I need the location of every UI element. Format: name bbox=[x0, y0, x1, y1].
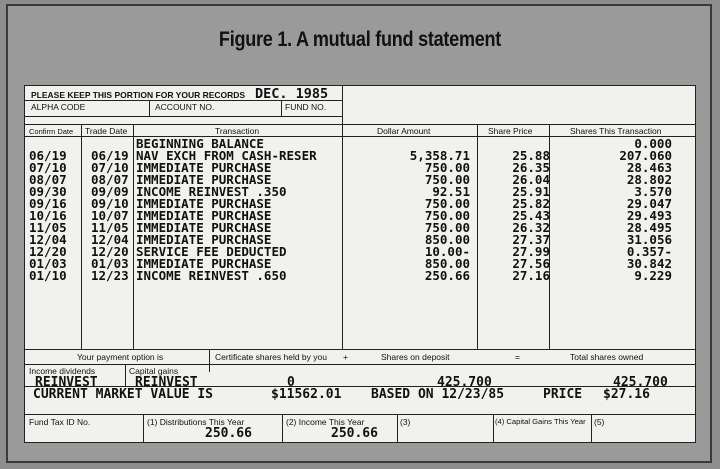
trade-date-cell: 07/10 bbox=[91, 160, 129, 175]
col-dollar-amount: Dollar Amount bbox=[377, 126, 431, 136]
trade-date-cell: 08/07 bbox=[91, 172, 129, 187]
transaction-cell: IMMEDIATE PURCHASE bbox=[136, 172, 272, 187]
trade-date-cell: 10/07 bbox=[91, 208, 129, 223]
distributions-value: 250.66 bbox=[205, 426, 252, 441]
confirm-date-cell: 01/10 bbox=[29, 268, 67, 283]
table-row bbox=[25, 270, 697, 282]
shares-cell: 9.229 bbox=[634, 268, 672, 283]
dollar-amount-cell: 850.00 bbox=[424, 256, 470, 271]
trade-date-cell: 01/03 bbox=[91, 256, 129, 271]
share-price-cell: 26.35 bbox=[512, 160, 550, 175]
share-price-cell: 26.32 bbox=[512, 220, 550, 235]
share-price-cell: 25.82 bbox=[512, 196, 550, 211]
shares-cell: 207.060 bbox=[619, 148, 672, 163]
transaction-cell: IMMEDIATE PURCHASE bbox=[136, 220, 272, 235]
shares-cell: 30.842 bbox=[626, 256, 672, 271]
share-price-cell: 26.04 bbox=[512, 172, 550, 187]
statement-date: DEC. 1985 bbox=[255, 86, 329, 102]
confirm-date-cell: 07/10 bbox=[29, 160, 67, 175]
share-price-cell: 27.99 bbox=[512, 244, 550, 259]
shares-cell: 31.056 bbox=[626, 232, 672, 247]
capital-gains-label: Capital gains bbox=[129, 366, 179, 376]
shares-cell: 28.495 bbox=[626, 220, 672, 235]
fund-tax-id-label: Fund Tax ID No. bbox=[29, 417, 91, 427]
shares-on-deposit-label: Shares on deposit bbox=[381, 352, 450, 362]
fund-statement bbox=[24, 85, 696, 443]
figure-title: Figure 1. A mutual fund statement bbox=[218, 28, 502, 51]
transaction-cell: INCOME REINVEST .350 bbox=[136, 184, 287, 199]
share-price-cell: 25.88 bbox=[512, 148, 550, 163]
dollar-amount-cell: 250.66 bbox=[424, 268, 470, 283]
transaction-cell: IMMEDIATE PURCHASE bbox=[136, 208, 272, 223]
confirm-date-cell: 11/05 bbox=[29, 220, 67, 235]
price-value: $27.16 bbox=[603, 387, 650, 402]
payment-option-label: Your payment option is bbox=[77, 352, 164, 362]
trade-date-cell: 12/04 bbox=[91, 232, 129, 247]
certificate-shares-value: 0 bbox=[287, 375, 295, 390]
certificate-shares-label: Certificate shares held by you bbox=[215, 352, 327, 362]
equals-sign: = bbox=[515, 352, 520, 362]
income-dividends-label: Income dividends bbox=[29, 366, 96, 376]
shares-cell: 0.000 bbox=[634, 136, 672, 151]
transaction-cell: IMMEDIATE PURCHASE bbox=[136, 160, 272, 175]
share-price-cell: 25.91 bbox=[512, 184, 550, 199]
income-this-year-value: 250.66 bbox=[331, 426, 378, 441]
shares-cell: 0.357- bbox=[626, 244, 672, 259]
confirm-date-cell: 12/20 bbox=[29, 244, 67, 259]
transaction-cell: IMMEDIATE PURCHASE bbox=[136, 196, 272, 211]
dollar-amount-cell: 750.00 bbox=[424, 160, 470, 175]
alpha-code-label: ALPHA CODE bbox=[31, 102, 86, 112]
shares-cell: 29.047 bbox=[626, 196, 672, 211]
distributions-label: (1) Distributions This Year bbox=[147, 417, 245, 427]
confirm-date-cell: 08/07 bbox=[29, 172, 67, 187]
fund-no-label: FUND NO. bbox=[285, 102, 327, 112]
share-price-cell: 27.37 bbox=[512, 232, 550, 247]
total-shares-value: 425.700 bbox=[613, 375, 668, 390]
confirm-date-cell: 06/19 bbox=[29, 148, 67, 163]
box-3-label: (3) bbox=[400, 417, 411, 427]
trade-date-cell: 11/05 bbox=[91, 220, 129, 235]
market-value-label: CURRENT MARKET VALUE IS bbox=[33, 387, 214, 402]
dollar-amount-cell: 750.00 bbox=[424, 220, 470, 235]
dollar-amount-cell: 10.00- bbox=[424, 244, 470, 259]
transaction-cell: SERVICE FEE DEDUCTED bbox=[136, 244, 287, 259]
based-on-date: BASED ON 12/23/85 bbox=[371, 387, 505, 402]
confirm-date-cell: 01/03 bbox=[29, 256, 67, 271]
total-shares-label: Total shares owned bbox=[570, 352, 644, 362]
col-trade-date: Trade Date bbox=[85, 126, 128, 136]
income-this-year-label: (2) Income This Year bbox=[286, 417, 365, 427]
trade-date-cell: 06/19 bbox=[91, 148, 129, 163]
account-no-label: ACCOUNT NO. bbox=[155, 102, 215, 112]
confirm-date-cell: 09/16 bbox=[29, 196, 67, 211]
share-price-cell: 25.43 bbox=[512, 208, 550, 223]
income-dividends-value: REINVEST bbox=[35, 375, 98, 390]
col-share-price: Share Price bbox=[488, 126, 533, 136]
plus-sign: + bbox=[343, 352, 348, 362]
trade-date-cell: 09/10 bbox=[91, 196, 129, 211]
dollar-amount-cell: 750.00 bbox=[424, 172, 470, 187]
keep-notice: PLEASE KEEP THIS PORTION FOR YOUR RECORDS bbox=[31, 90, 246, 100]
shares-on-deposit-value: 425.700 bbox=[437, 375, 492, 390]
transaction-cell: IMMEDIATE PURCHASE bbox=[136, 232, 272, 247]
share-price-cell: 27.56 bbox=[512, 256, 550, 271]
col-transaction: Transaction bbox=[215, 126, 260, 136]
dollar-amount-cell: 5,358.71 bbox=[409, 148, 470, 163]
price-label: PRICE bbox=[543, 387, 583, 402]
capital-gains-this-year-label: (4) Capital Gains This Year bbox=[495, 417, 586, 426]
share-price-cell: 27.16 bbox=[512, 268, 550, 283]
trade-date-cell: 12/20 bbox=[91, 244, 129, 259]
shares-cell: 28.802 bbox=[626, 172, 672, 187]
col-shares-this-transaction: Shares This Transaction bbox=[570, 126, 662, 136]
shares-cell: 3.570 bbox=[634, 184, 672, 199]
box-5-label: (5) bbox=[594, 417, 605, 427]
transaction-cell: INCOME REINVEST .650 bbox=[136, 268, 287, 283]
dollar-amount-cell: 750.00 bbox=[424, 196, 470, 211]
transaction-cell: NAV EXCH FROM CASH-RESER bbox=[136, 148, 317, 163]
transaction-cell: IMMEDIATE PURCHASE bbox=[136, 256, 272, 271]
trade-date-cell: 09/09 bbox=[91, 184, 129, 199]
transaction-cell: BEGINNING BALANCE bbox=[136, 136, 264, 151]
dollar-amount-cell: 750.00 bbox=[424, 208, 470, 223]
confirm-date-cell: 09/30 bbox=[29, 184, 67, 199]
capital-gains-value: REINVEST bbox=[135, 375, 198, 390]
shares-cell: 29.493 bbox=[626, 208, 672, 223]
dollar-amount-cell: 850.00 bbox=[424, 232, 470, 247]
trade-date-cell: 12/23 bbox=[91, 268, 129, 283]
shares-cell: 28.463 bbox=[626, 160, 672, 175]
col-confirm-date: Confirm Date bbox=[29, 127, 74, 136]
confirm-date-cell: 10/16 bbox=[29, 208, 67, 223]
transaction-list bbox=[25, 138, 697, 282]
market-value: $11562.01 bbox=[271, 387, 342, 402]
confirm-date-cell: 12/04 bbox=[29, 232, 67, 247]
dollar-amount-cell: 92.51 bbox=[432, 184, 470, 199]
